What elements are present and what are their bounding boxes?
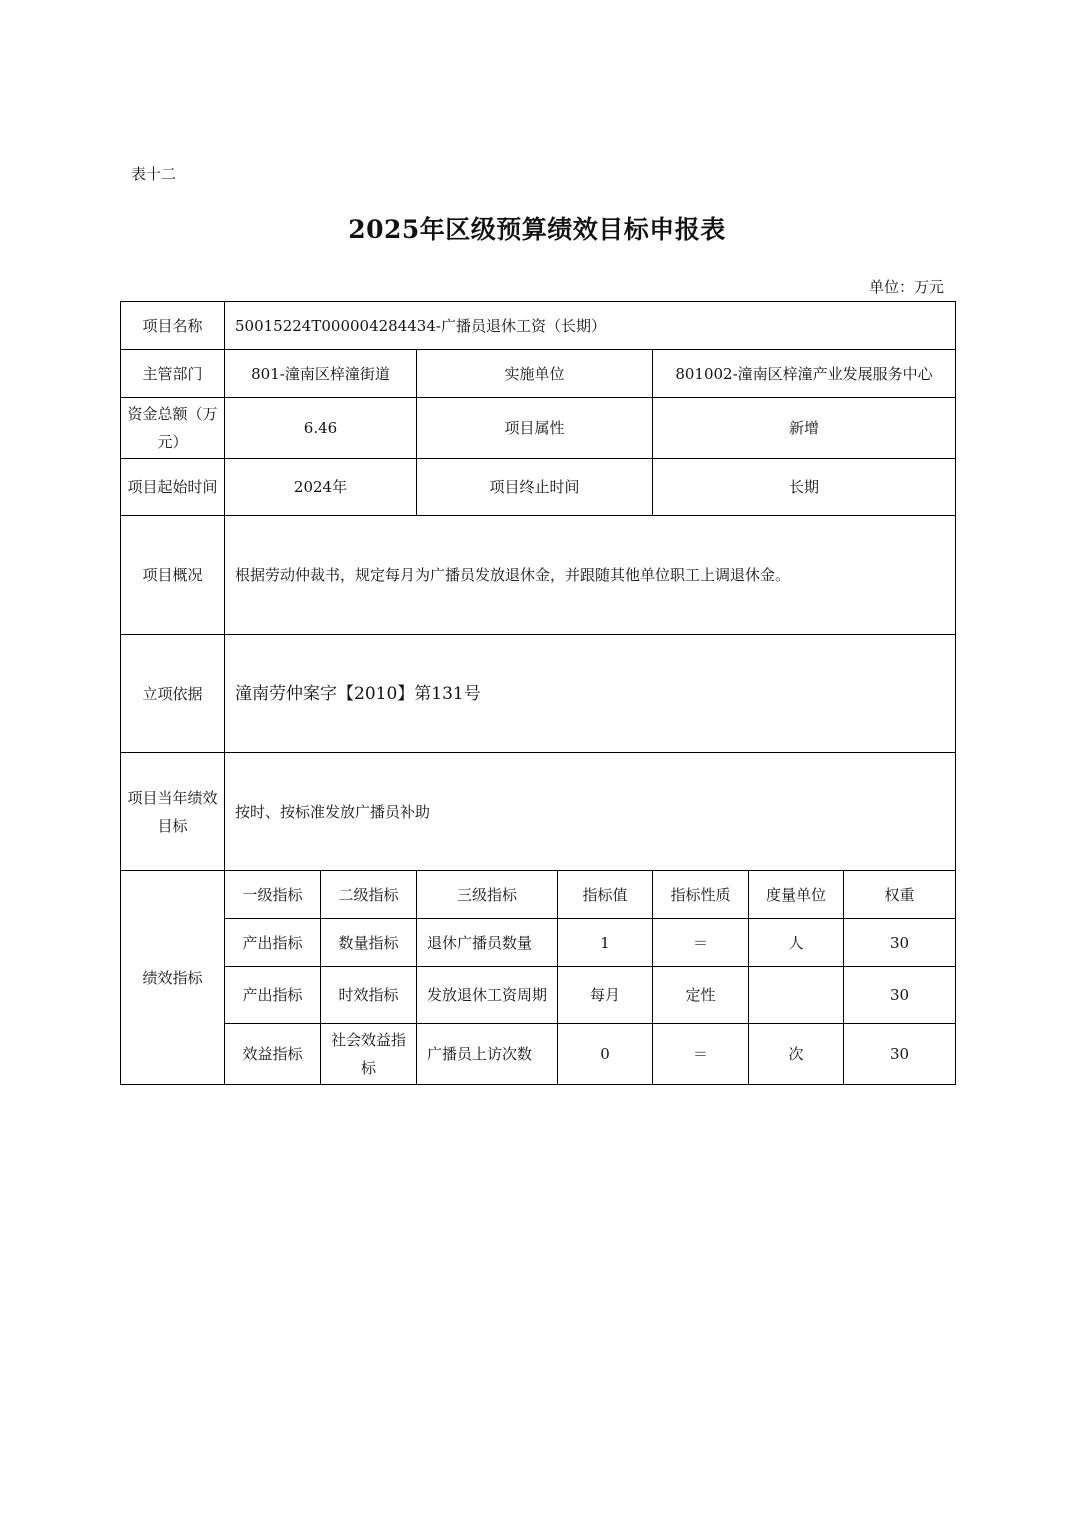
header-unit: 度量单位 bbox=[749, 871, 844, 919]
attr-value: 新增 bbox=[653, 398, 956, 459]
row-period bbox=[121, 459, 956, 516]
row-basis bbox=[121, 635, 956, 753]
indicator-level1: 产出指标 bbox=[225, 919, 321, 967]
indicator-header-row bbox=[121, 871, 956, 919]
indicator-unit: 人 bbox=[749, 919, 844, 967]
indicator-nature: 定性 bbox=[653, 967, 749, 1024]
indicator-weight: 30 bbox=[844, 919, 956, 967]
indicator-value: 每月 bbox=[558, 967, 653, 1024]
start-label: 项目起始时间 bbox=[121, 459, 225, 516]
header-nature: 指标性质 bbox=[653, 871, 749, 919]
attr-label: 项目属性 bbox=[417, 398, 653, 459]
project-name-label: 项目名称 bbox=[121, 302, 225, 350]
indicator-level2: 数量指标 bbox=[321, 919, 417, 967]
dept-value: 801-潼南区梓潼街道 bbox=[225, 350, 417, 398]
indicator-level2: 时效指标 bbox=[321, 967, 417, 1024]
overview-label: 项目概况 bbox=[121, 516, 225, 635]
project-name-value: 50015224T000004284434-广播员退休工资（长期） bbox=[225, 302, 956, 350]
unit-label: 单位：万元 bbox=[868, 278, 944, 296]
header-level3: 三级指标 bbox=[417, 871, 558, 919]
indicator-level1: 产出指标 bbox=[225, 967, 321, 1024]
indicator-weight: 30 bbox=[844, 967, 956, 1024]
budget-performance-table bbox=[120, 301, 956, 1085]
goal-label: 项目当年绩效目标 bbox=[121, 753, 225, 871]
table-row bbox=[121, 967, 956, 1024]
page-title: 2025年区级预算绩效目标申报表 bbox=[348, 215, 726, 244]
row-department bbox=[121, 350, 956, 398]
basis-label: 立项依据 bbox=[121, 635, 225, 753]
overview-value: 根据劳动仲裁书，规定每月为广播员发放退休金，并跟随其他单位职工上调退休金。 bbox=[225, 516, 956, 635]
indicator-weight: 30 bbox=[844, 1024, 956, 1085]
indicator-nature: ＝ bbox=[653, 919, 749, 967]
indicator-level1: 效益指标 bbox=[225, 1024, 321, 1085]
indicator-level3: 退休广播员数量 bbox=[417, 919, 558, 967]
end-label: 项目终止时间 bbox=[417, 459, 653, 516]
indicator-value: 1 bbox=[558, 919, 653, 967]
indicator-unit: 次 bbox=[749, 1024, 844, 1085]
indicator-value: 0 bbox=[558, 1024, 653, 1085]
row-goal bbox=[121, 753, 956, 871]
indicator-level3: 广播员上访次数 bbox=[417, 1024, 558, 1085]
table-number: 表十二 bbox=[131, 165, 177, 183]
end-value: 长期 bbox=[653, 459, 956, 516]
row-project-name bbox=[121, 302, 956, 350]
start-value: 2024年 bbox=[225, 459, 417, 516]
header-weight: 权重 bbox=[844, 871, 956, 919]
indicator-level2: 社会效益指标 bbox=[321, 1024, 417, 1085]
indicator-unit bbox=[749, 967, 844, 1024]
indicator-level3: 发放退休工资周期 bbox=[417, 967, 558, 1024]
row-overview bbox=[121, 516, 956, 635]
header-level1: 一级指标 bbox=[225, 871, 321, 919]
dept-label: 主管部门 bbox=[121, 350, 225, 398]
table-row bbox=[121, 1024, 956, 1085]
indicators-section-label: 绩效指标 bbox=[121, 871, 225, 1085]
impl-value: 801002-潼南区梓潼产业发展服务中心 bbox=[653, 350, 956, 398]
goal-value: 按时、按标准发放广播员补助 bbox=[225, 753, 956, 871]
header-level2: 二级指标 bbox=[321, 871, 417, 919]
fund-label: 资金总额（万元） bbox=[121, 398, 225, 459]
header-value: 指标值 bbox=[558, 871, 653, 919]
indicator-nature: ＝ bbox=[653, 1024, 749, 1085]
impl-label: 实施单位 bbox=[417, 350, 653, 398]
table-row bbox=[121, 919, 956, 967]
basis-value: 潼南劳仲案字【2010】第131号 bbox=[225, 635, 956, 753]
row-fund bbox=[121, 398, 956, 459]
fund-value: 6.46 bbox=[225, 398, 417, 459]
